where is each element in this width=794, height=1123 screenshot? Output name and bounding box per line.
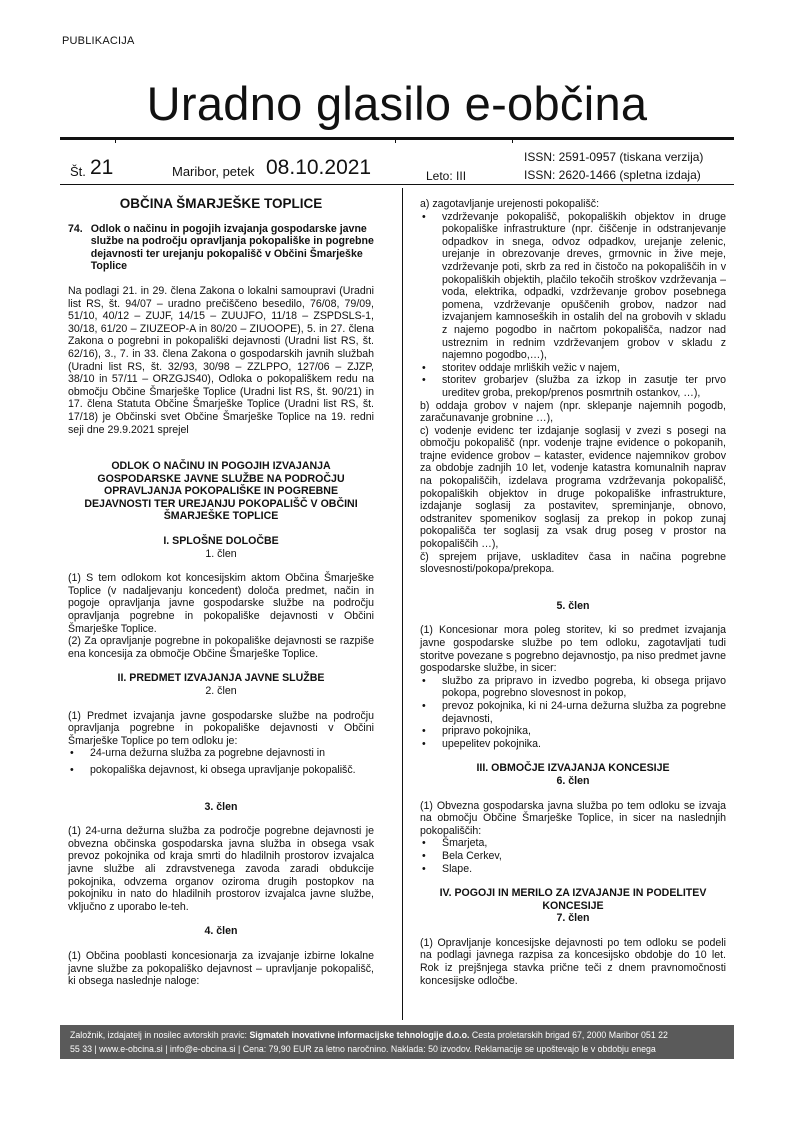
issue-place: Maribor, petek xyxy=(172,164,255,179)
article-heading: 6. člen xyxy=(556,774,590,787)
issn-online: ISSN: 2620-1466 (spletna izdaja) xyxy=(524,168,701,182)
paragraph: (2) Za opravljanje pogrebne in pokopališke dejavnosti se razpiše ena koncesija za območje Občine Šmarješke Toplice. xyxy=(68,635,374,660)
list-item: • službo za pripravo in izvedbo pogreba, ki obsega prijavo pokopa, pogrebno slovesnost in pokop, xyxy=(420,675,726,700)
masthead-title: Uradno glasilo e-občina xyxy=(146,77,648,130)
list-item: • upepelitev pokojnika. xyxy=(420,738,726,751)
item-heading xyxy=(68,223,374,273)
issue-info-row xyxy=(60,148,734,184)
list-item: • storitev grobarjev (služba za izkop in zasutje ter prvo ureditev groba, prekop/prenos posmrtnih ostankov, …), xyxy=(420,374,726,399)
right-column xyxy=(420,198,726,987)
list-item: • pokopališka dejavnost, ki obsega upravljanje pokopališč. xyxy=(68,764,374,777)
list-item: • pripravo pokojnika, xyxy=(420,725,726,738)
rule-tick xyxy=(395,137,396,143)
paragraph: (1) Opravljanje koncesijske dejavnosti po tem odloku se podeli na podlagi javnega razpisa za koncesijsko obdobje do 10 let. Rok iz prejšnjega stavka prične teči z dnem pravnomočnosti koncesijske odločbe. xyxy=(420,936,726,987)
paragraph: (1) 24-urna dežurna služba za področje pogrebne dejavnosti je obvezna občinska gospodarska javna služba in obsega vsak prevoz pokojnika od kraja smrti do hladilnih prostorov izvajalca javne službe ali zdravstvenega zavoda zaradi obdukcije pokojnika, odvzema organov oziroma drugih postopkov na pokojniku in nato do hladilnih prostorov izvajalca javne službe, vključno z uporabo le-teh. xyxy=(68,825,374,913)
masthead-rule-bottom xyxy=(60,184,734,185)
paragraph: b) oddaja grobov v najem (npr. sklepanje najemnih pogodb, zaračunavanje grobnine …), xyxy=(420,399,726,425)
paragraph: (1) Obvezna gospodarska javna služba po tem odloku se izvaja na območju Občine Šmarješke Toplice, in sicer na naslednjih pokopališčih: xyxy=(420,799,726,837)
issue-date: 08.10.2021 xyxy=(266,156,372,179)
bullet-list xyxy=(68,747,374,776)
left-column xyxy=(68,198,374,988)
article-heading: 5. člen xyxy=(556,599,590,612)
column-separator xyxy=(402,188,403,1020)
publisher-name: Sigmateh inovativne informacijske tehnologije d.o.o. xyxy=(249,1030,470,1040)
list-item: • vzdrževanje pokopališč, pokopaliških objektov in druge pokopališke infrastrukture (npr. čiščenje in odstranjevanje odpadkov in snega, odvoz odpadkov, urejanje zelenic, urejanje in obrezovanje dreves, grmovnic in žive meje, vzdrževanje poti, skrb za red in čistočo na pokopališčih in v pokopaliških objektih, plačilo tekočih stroškov vzdrževanja – voda, elektrika, odpadki, vzdrževanje grobov posebnega pomena, vzdrževanje opuščenih grobov, nadzor nad izvajanjem kamnoseških in ostalih del na grobovih v skladu z najemo pogodbo in načrtom pokopališča, nadzor nad ustreznim in rednim vzdrževanjem grobov v skladu z najemno pogodbo,…), xyxy=(420,211,726,362)
issue-number: 21 xyxy=(90,156,114,179)
paragraph: (1) S tem odlokom kot koncesijskim aktom Občina Šmarješke Toplice (v nadaljevanju koncedent) določa predmet, način in pogoje opravljanja javne gospodarske službe na področju opravljanja pogrebne in pokopališke dejavnosti v Občini Šmarješke Toplice. xyxy=(68,572,374,635)
rule-tick xyxy=(115,137,116,143)
section-title: II. PREDMET IZVAJANJA JAVNE SLUŽBE xyxy=(117,672,325,685)
issue-label: Št. xyxy=(70,164,86,179)
footer-text: Cesta proletarskih brigad 67, 2000 Maribor 051 22 xyxy=(469,1030,668,1040)
list-item: • Šmarjeta, xyxy=(420,837,726,850)
list-item: • prevoz pokojnika, ki ni 24-urna dežurna služba za pogrebne dejavnosti, xyxy=(420,700,726,725)
masthead-rule-top xyxy=(60,137,734,140)
publisher-footer xyxy=(60,1025,734,1059)
footer-text: Založnik, izdajatelj in nosilec avtorskih pravic: xyxy=(70,1030,250,1040)
bullet-list xyxy=(420,837,726,875)
issue-year: Leto: III xyxy=(426,169,467,183)
bullet-list xyxy=(420,211,726,400)
item-title: Odlok o načinu in pogojih izvajanja gospodarske javne službe na področju opravljanja pokopališke in pogrebne dejavnosti ter urejanju pokopališč v Občini Šmarješke Toplice xyxy=(90,222,374,273)
preamble: Na podlagi 21. in 29. člena Zakona o lokalni samoupravi (Uradni list RS, št. 94/07 – uradno prečiščeno besedilo, 76/08, 79/09, 51/10, 40/12 – ZUJF, 14/15 – ZUUJFO, 11/18 – ZSPDSLS-1, 30/18, 61/20 – ZIUZEOP-A in 80/20 – ZIUOOPE), 5. in 27. člena Zakona o pogrebni in pokopališki dejavnosti (Uradni list RS, št. 62/16), 3., 7. in 33. člena Zakona o gospodarskih javnih službah (Uradni list RS, št. 32/93, 30/98 – ZZLPPO, 127/06 – ZJZP, 38/10 in 57/11 – ORZGJS40), Odloka o pokopališkem redu na območju Občine Šmarješke Toplice (Uradni list RS, št. 90/21) in 17. člena Statuta Občine Šmarješke Toplice (Uradni list RS, št. 17/18) je Občinski svet Občine Šmarješke Toplice na 19. redni seji dne 29.9.2021 sprejel xyxy=(68,284,374,436)
section-title: IV. POGOJI IN MERILO ZA IZVAJANJE IN PODELITEV KONCESIJE xyxy=(439,887,707,912)
section-title: III. OBMOČJE IZVAJANJA KONCESIJE xyxy=(476,762,670,775)
issn-print: ISSN: 2591-0957 (tiskana verzija) xyxy=(524,150,704,164)
article-heading: 4. člen xyxy=(204,925,238,938)
article-heading: 1. člen xyxy=(205,547,237,560)
list-item: • 24-urna dežurna služba za pogrebne dejavnosti in xyxy=(68,747,374,760)
decree-title: ODLOK O NAČINU IN POGOJIH IZVAJANJA GOSPODARSKE JAVNE SLUŽBE NA PODROČJU OPRAVLJANJA POKOPALIŠKE IN POGREBNE DEJAVNOSTI TER UREJANJU POKOPALIŠČ V OBČINI ŠMARJEŠKE TOPLICE xyxy=(84,460,358,523)
bullet-list xyxy=(420,675,726,751)
article-heading: 3. člen xyxy=(204,800,238,813)
footer-line-2: 55 33 | www.e-obcina.si | info@e-obcina.si | Cena: 79,90 EUR za letno naročnino. Naklada: 50 izvodov. Reklamacije se upoštevajo le v obdobju enega xyxy=(70,1044,656,1054)
paragraph: c) vodenje evidenc ter izdajanje soglasij v zvezi s posegi na območju pokopališč (npr. vodenje trajne evidence o pokopanih, trajne evidence grobov – kataster, evidence najemnikov grobov za obdobje zadnjih 10 let, vodenje katastra komunalnih naprav na pokopališčih, izdelava programa vzdrževanja pokopališč, pokopaliških objektov in druge pokopališke infrastrukture, izdajanje soglasij za postavitev, spreminjanje, obnovo, odstranitev spomenikov soglasij za prekop in pokop zunaj pokopališča ter soglasij za vsak drug poseg v prostor na pokopališčih …), xyxy=(420,424,726,551)
paragraph: (1) Občina pooblasti koncesionarja za izvajanje izbirne lokalne javne službe za pokopališko dejavnost – upravljanje pokopališč, ki obsega naslednje naloge: xyxy=(68,949,374,988)
section-title: I. SPLOŠNE DOLOČBE xyxy=(163,535,279,548)
item-number: 74. xyxy=(68,222,83,235)
municipality-heading: OBČINA ŠMARJEŠKE TOPLICE xyxy=(119,196,323,211)
paragraph: č) sprejem prijave, uskladitev časa in načina pogrebne slovesnosti/pokopa/prekopa. xyxy=(420,550,726,576)
list-item: • Slape. xyxy=(420,863,726,876)
list-item: • Bela Cerkev, xyxy=(420,850,726,863)
footer-line-1 xyxy=(70,1028,724,1042)
article-heading: 7. člen xyxy=(556,912,590,925)
list-item: • storitev oddaje mrliških vežic v najem, xyxy=(420,362,726,375)
publication-label: PUBLIKACIJA xyxy=(62,35,135,47)
rule-tick xyxy=(512,137,513,143)
paragraph: (1) Koncesionar mora poleg storitev, ki so predmet izvajanja javne gospodarske službe po tem odloku, zagotavljati tudi storitve povezane s pogrebno dejavnostjo, pa niso predmet javne gospodarske službe, in sicer: xyxy=(420,624,726,675)
paragraph: (1) Predmet izvajanja javne gospodarske službe na področju opravljanja pogrebne in pokopališke dejavnosti v Občini Šmarješke Toplice po tem odloku je: xyxy=(68,709,374,747)
paragraph: a) zagotavljanje urejenosti pokopališč: xyxy=(420,198,600,210)
article-heading: 2. člen xyxy=(205,685,237,697)
